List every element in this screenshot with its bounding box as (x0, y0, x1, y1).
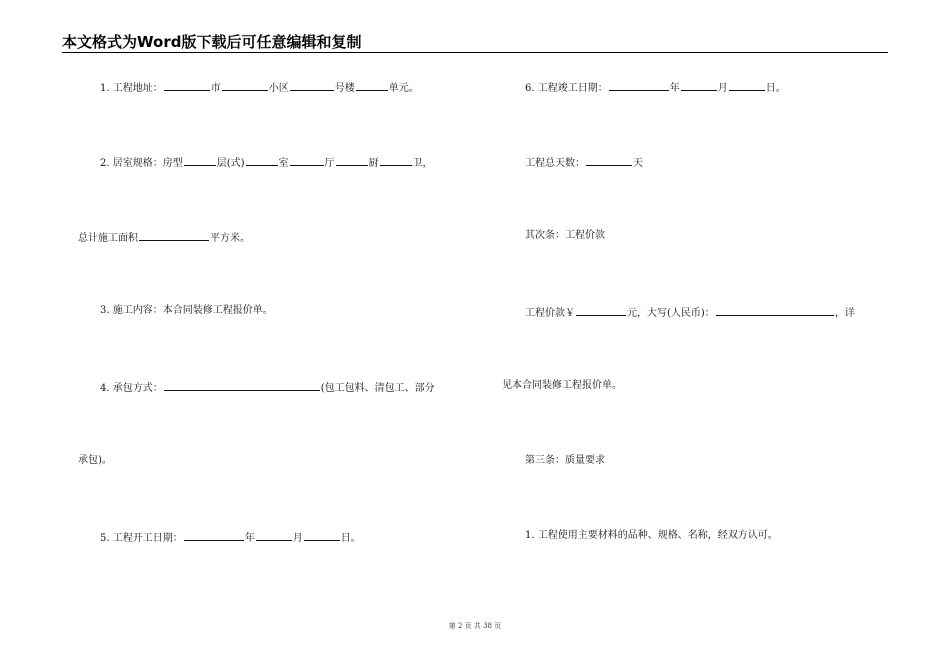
bath-label: 卫， (412, 158, 433, 169)
end-year-label: 年 (669, 83, 680, 94)
completion-date-line (525, 79, 786, 96)
area-unit-label: 平方米。 (210, 233, 250, 244)
price-detail-continued (502, 379, 622, 393)
total-area-label: 总计施工面积 (78, 233, 138, 244)
price-detail-text: 见本合同装修工程报价单。 (502, 380, 622, 391)
type-blank (184, 154, 216, 166)
hall-label: 厅 (324, 158, 335, 169)
start-month-label: 月 (292, 533, 303, 544)
start-year-label: 年 (244, 533, 255, 544)
total-days-blank (586, 154, 632, 166)
unit-label: 单元。 (388, 83, 419, 94)
start-date-line (100, 529, 361, 546)
end-day-label: 日。 (765, 83, 786, 94)
price-amount-blank (576, 304, 626, 316)
article-three-text: 第三条：质量要求 (525, 455, 605, 466)
bath-blank (380, 154, 412, 166)
end-month-blank (681, 79, 717, 91)
project-price-line (525, 304, 855, 321)
start-year-blank (184, 529, 244, 541)
construction-content-text: 3. 施工内容：本合同装修工程报价单。 (100, 305, 273, 316)
end-year-blank (609, 79, 669, 91)
building-blank (290, 79, 334, 91)
article-three-heading (525, 454, 605, 468)
total-days-label: 工程总天数： (525, 158, 585, 169)
total-days-line (525, 154, 643, 171)
room-spec-label: 2. 居室规格：房型 (100, 158, 183, 169)
floor-label: 层(式) (216, 158, 245, 169)
contract-method-label: 4. 承包方式： (100, 383, 163, 394)
header-title: 本文格式为Word版下载后可任意编辑和复制 (62, 33, 362, 51)
unit-blank (356, 79, 388, 91)
contract-method-end-text: 承包)。 (78, 455, 112, 466)
kitchen-label: 厨 (368, 158, 379, 169)
price-detail-label: ，详 (834, 308, 855, 319)
contract-method-options: (包工包料、清包工、部分 (320, 383, 435, 394)
building-label: 号楼 (334, 83, 355, 94)
city-label: 市 (210, 83, 221, 94)
contract-method-continued (78, 454, 112, 468)
materials-line (525, 529, 778, 543)
construction-content-line (100, 304, 273, 318)
district-label: 小区 (268, 83, 289, 94)
days-unit-label: 天 (633, 158, 643, 169)
start-day-blank (304, 529, 340, 541)
address-label: 1. 工程地址： (100, 83, 163, 94)
contract-method-blank (164, 379, 320, 391)
price-capital-blank (716, 304, 834, 316)
room-label: 室 (278, 158, 289, 169)
article-two-text: 其次条：工程价款 (525, 230, 605, 241)
completion-date-label: 6. 工程竣工日期： (525, 83, 608, 94)
project-address-line (100, 79, 419, 96)
start-date-label: 5. 工程开工日期： (100, 533, 183, 544)
area-blank (139, 229, 209, 241)
start-month-blank (256, 529, 292, 541)
hall-blank (290, 154, 324, 166)
start-day-label: 日。 (340, 533, 361, 544)
materials-text: 1. 工程使用主要材料的品种、规格、名称，经双方认可。 (525, 530, 778, 541)
room-spec-line (100, 154, 433, 171)
room-blank (246, 154, 278, 166)
page-number: 第 2 页 共 38 页 (448, 622, 502, 630)
end-day-blank (729, 79, 765, 91)
kitchen-blank (336, 154, 368, 166)
price-label: 工程价款￥ (525, 308, 575, 319)
article-two-heading (525, 229, 605, 243)
price-capital-label: 元，大写(人民币)： (627, 308, 715, 319)
contract-method-line (100, 379, 435, 396)
total-area-line (78, 229, 250, 246)
end-month-label: 月 (717, 83, 728, 94)
city-blank (164, 79, 210, 91)
page-header (62, 34, 888, 53)
district-blank (222, 79, 268, 91)
